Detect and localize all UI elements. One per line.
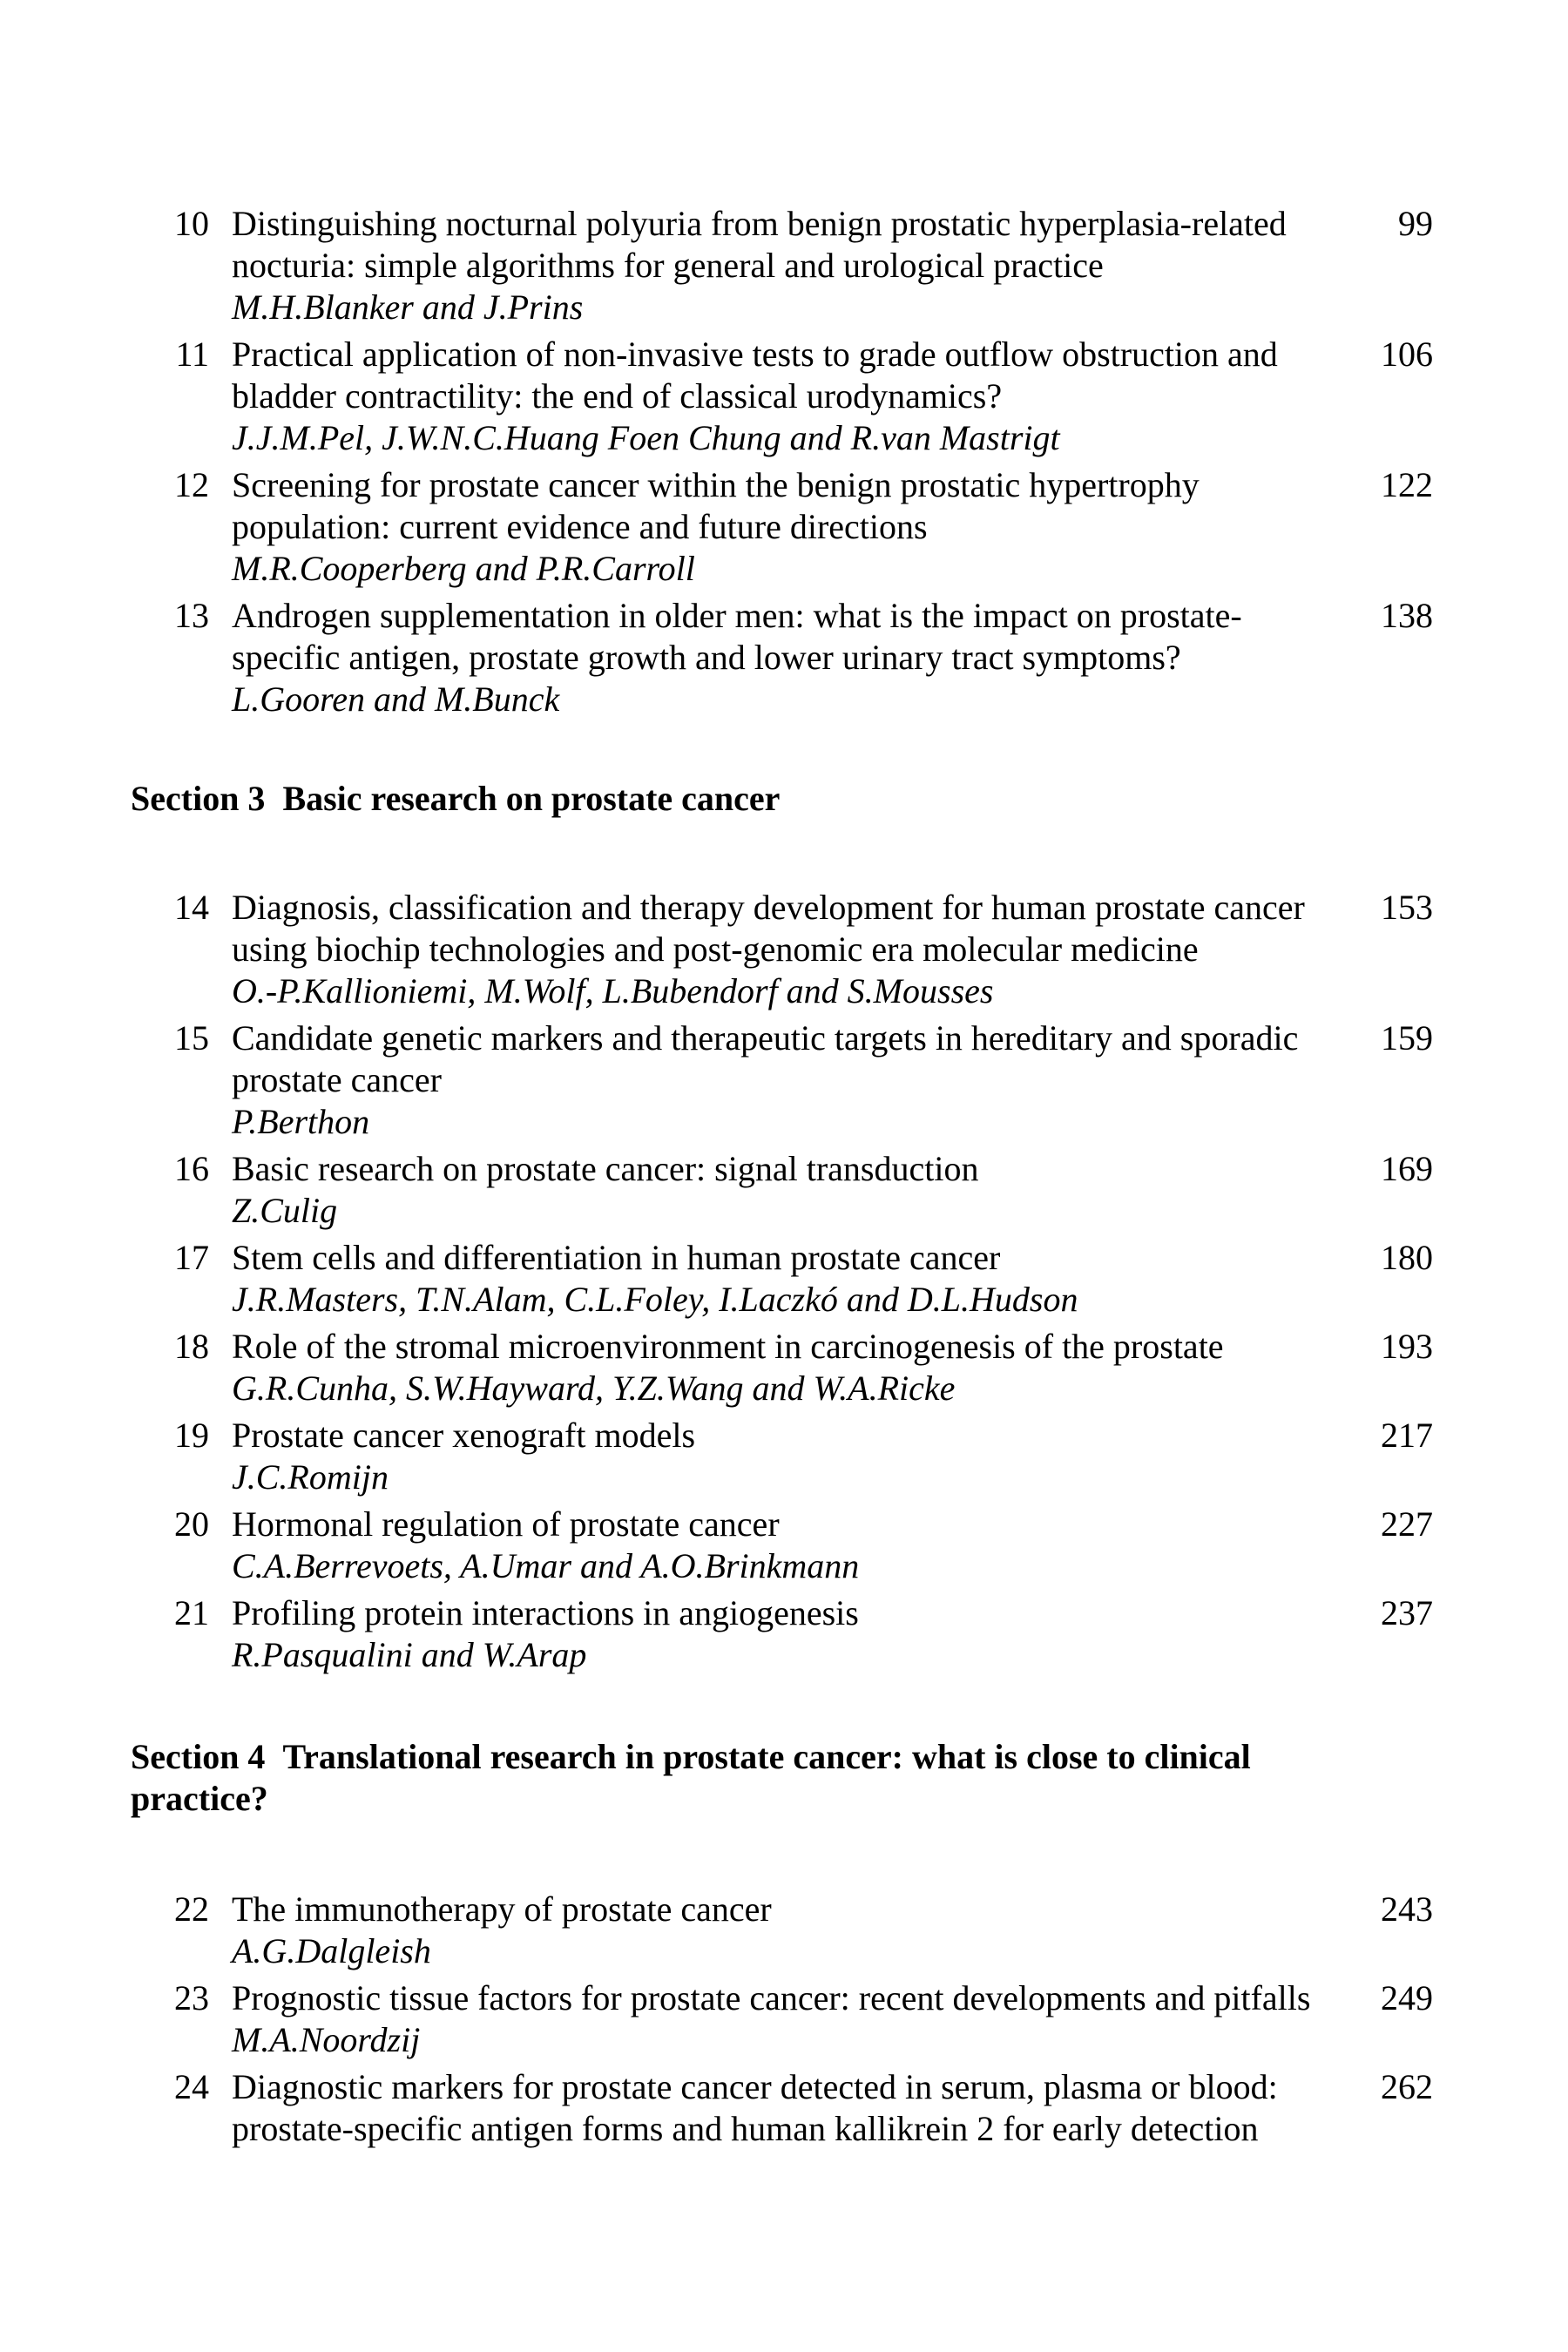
section-label: Section 4 (131, 1737, 266, 1776)
entry-number: 10 (174, 204, 209, 243)
entry-page-number: 106 (1381, 335, 1433, 374)
entry-body (232, 887, 1373, 1012)
entry-body (232, 1592, 1373, 1676)
entry-number: 13 (174, 596, 209, 635)
section-label: Section 3 (131, 779, 266, 818)
entry-body (232, 334, 1373, 459)
entry-authors: R.Pasqualini and W.Arap (232, 1635, 587, 1674)
entry-body (232, 203, 1373, 328)
entry-authors: M.H.Blanker and J.Prins (232, 287, 584, 327)
entry-title-line: prostate cancer (232, 1060, 442, 1099)
entry-number: 11 (175, 335, 209, 374)
entry-title-line: Profiling protein interactions in angiogenesis (232, 1593, 859, 1632)
entry-title-line: Distinguishing nocturnal polyuria from benign prostatic hyperplasia-related (232, 204, 1287, 243)
entry-body (232, 464, 1373, 590)
entry-body (232, 1148, 1373, 1232)
entry-title-line: prostate-specific antigen forms and human kallikrein 2 for early detection (232, 2109, 1259, 2148)
entry-page-number: 243 (1381, 1889, 1433, 1929)
entry-title-line: Role of the stromal microenvironment in carcinogenesis of the prostate (232, 1327, 1224, 1366)
entry-body (232, 1504, 1373, 1587)
entry-number: 12 (174, 465, 209, 504)
entry-page-number: 122 (1381, 465, 1433, 504)
entry-number: 21 (174, 1593, 209, 1632)
entry-title-line: Stem cells and differentiation in human prostate cancer (232, 1238, 1001, 1277)
entry-body (232, 1326, 1373, 1409)
entry-page-number: 262 (1381, 2067, 1433, 2106)
entry-authors: C.A.Berrevoets, A.Umar and A.O.Brinkmann (232, 1546, 860, 1585)
entry-body (232, 1977, 1373, 2061)
entry-title-line: Candidate genetic markers and therapeutic targets in hereditary and sporadic (232, 1018, 1299, 1058)
entry-page-number: 217 (1381, 1416, 1433, 1455)
entry-title-line: The immunotherapy of prostate cancer (232, 1889, 772, 1929)
entry-title-line: Hormonal regulation of prostate cancer (232, 1504, 780, 1544)
entry-page-number: 249 (1381, 1978, 1433, 2017)
entry-number: 20 (174, 1504, 209, 1544)
section-title-line-1: Translational research in prostate cancer: what is close to clinical (282, 1737, 1251, 1776)
entry-page-number: 159 (1381, 1018, 1433, 1058)
entry-title-line: Prostate cancer xenograft models (232, 1416, 696, 1455)
entry-title-line: population: current evidence and future directions (232, 507, 928, 546)
entry-authors: J.J.M.Pel, J.W.N.C.Huang Foen Chung and R.van Mastrigt (232, 418, 1060, 457)
entry-number: 19 (174, 1416, 209, 1455)
entry-page-number: 193 (1381, 1327, 1433, 1366)
entry-page-number: 180 (1381, 1238, 1433, 1277)
entry-title-line: Diagnosis, classification and therapy development for human prostate cancer (232, 888, 1305, 927)
entry-page-number: 169 (1381, 1149, 1433, 1188)
entry-page-number: 138 (1381, 596, 1433, 635)
entry-authors: J.C.Romijn (232, 1457, 389, 1497)
entry-number: 23 (174, 1978, 209, 2017)
entry-number: 16 (174, 1149, 209, 1188)
entry-body (232, 1237, 1373, 1321)
entry-authors: G.R.Cunha, S.W.Hayward, Y.Z.Wang and W.A.Ricke (232, 1369, 956, 1408)
section-title-line-2: practice? (131, 1779, 268, 1818)
entry-page-number: 237 (1381, 1593, 1433, 1632)
entry-number: 14 (174, 888, 209, 927)
entry-number: 15 (174, 1018, 209, 1058)
entry-body (232, 1017, 1373, 1143)
section-4-heading (131, 1736, 1394, 1820)
entry-title-line: Androgen supplementation in older men: what is the impact on prostate- (232, 596, 1242, 635)
entry-title-line: nocturia: simple algorithms for general and urological practice (232, 246, 1104, 285)
entry-page-number: 153 (1381, 888, 1433, 927)
entry-title-line: Basic research on prostate cancer: signal transduction (232, 1149, 979, 1188)
entry-number: 17 (174, 1238, 209, 1277)
entry-page-number: 227 (1381, 1504, 1433, 1544)
entry-authors: O.-P.Kallioniemi, M.Wolf, L.Bubendorf and S.Mousses (232, 971, 994, 1010)
entry-page-number: 99 (1398, 204, 1433, 243)
entry-authors: J.R.Masters, T.N.Alam, C.L.Foley, I.Laczkó and D.L.Hudson (232, 1280, 1078, 1319)
entry-authors: A.G.Dalgleish (232, 1931, 431, 1970)
entry-body (232, 1415, 1373, 1498)
entry-number: 18 (174, 1327, 209, 1366)
entry-body (232, 595, 1373, 720)
entry-title-line: Diagnostic markers for prostate cancer detected in serum, plasma or blood: (232, 2067, 1278, 2106)
entry-title-line: bladder contractility: the end of classical urodynamics? (232, 376, 1003, 416)
entry-title-line: using biochip technologies and post-genomic era molecular medicine (232, 929, 1199, 969)
entry-authors: Z.Culig (232, 1191, 338, 1230)
entry-title-line: Practical application of non-invasive tests to grade outflow obstruction and (232, 335, 1278, 374)
entry-number: 22 (174, 1889, 209, 1929)
entry-authors: L.Gooren and M.Bunck (232, 679, 560, 719)
entry-authors: P.Berthon (232, 1102, 370, 1141)
entry-number: 24 (174, 2067, 209, 2106)
entry-authors: M.A.Noordzij (232, 2020, 421, 2059)
entry-body (232, 2066, 1373, 2150)
section-3-heading (131, 778, 1394, 820)
entry-authors: M.R.Cooperberg and P.R.Carroll (232, 549, 695, 588)
entry-title-line: specific antigen, prostate growth and lower urinary tract symptoms? (232, 638, 1181, 677)
entry-title-line: Prognostic tissue factors for prostate cancer: recent developments and pitfalls (232, 1978, 1311, 2017)
entry-title-line: Screening for prostate cancer within the benign prostatic hypertrophy (232, 465, 1200, 504)
section-title: Basic research on prostate cancer (282, 779, 781, 818)
entry-body (232, 1889, 1373, 1972)
